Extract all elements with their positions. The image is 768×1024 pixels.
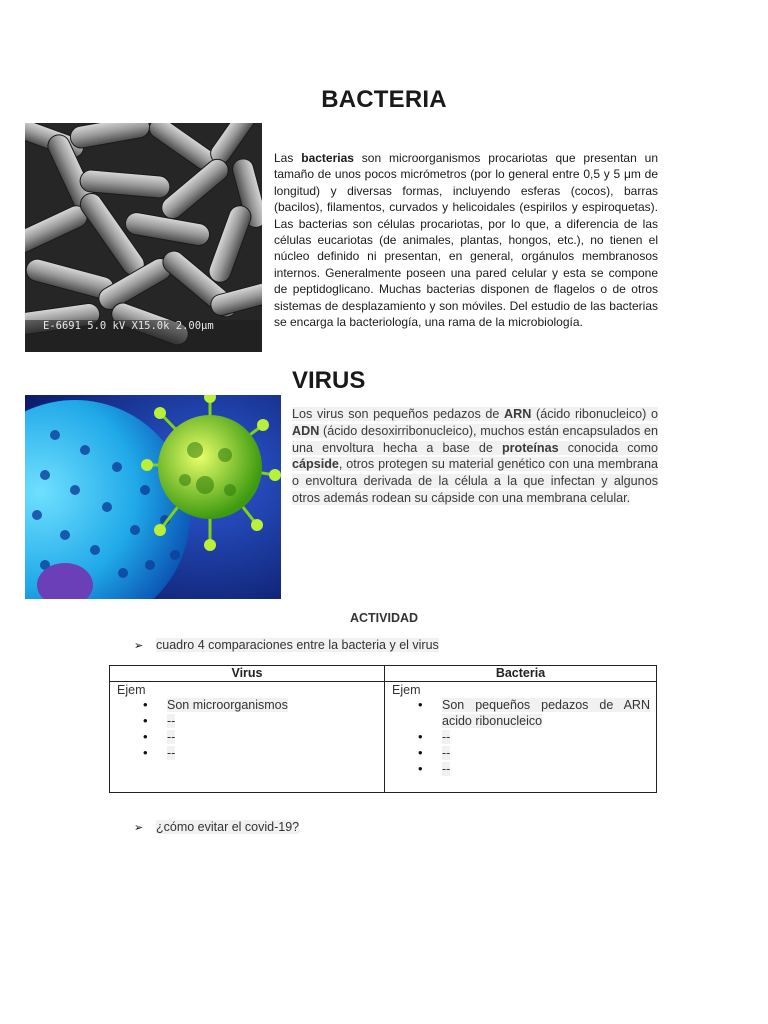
list-item: • -- [140,713,378,729]
list-item: • Son pequeños pedazos de ARN acido ribonucleico [415,697,650,729]
list-item: • -- [415,745,650,761]
list-item: • Son microorganismos [140,697,378,713]
virus-illustration-image [25,395,281,599]
virus-comparison-list [140,697,378,761]
example-label: Ejem [392,683,421,697]
activity-title: ACTIVIDAD [349,611,419,625]
example-label: Ejem [117,683,146,697]
arrow-right-icon: ➢ [134,640,144,652]
activity-question-1: ➢ cuadro 4 comparaciones entre la bacteria y el virus [134,638,439,652]
list-item: • -- [140,729,378,745]
virus-paragraph: Los virus son pequeños pedazos de ARN (ácido ribonucleico) o ADN (ácido desoxirribonucleico), muchos están encapsulados en una envoltura hecha a base de proteínas conocida como cápside, otros protegen su material genético con una membrana o envoltura derivada de la célula a la que infectan y algunos otros además rodean su cápside con una membrana celular. [292,407,658,505]
arrow-right-icon: ➢ [134,822,144,834]
comparison-table [109,665,657,793]
bacteria-title: BACTERIA [321,86,447,113]
list-item: • -- [415,729,650,745]
list-item: • -- [140,745,378,761]
virus-title: VIRUS [292,367,366,394]
micrograph-caption: E-6691 5.0 kV X15.0k 2.00μm [43,320,214,332]
activity-question-2: ➢ ¿cómo evitar el covid-19? [134,820,300,834]
bacteria-comparison-list [415,697,650,777]
bacteria-column-header: Bacteria [385,666,656,682]
virus-column-header: Virus [110,666,384,682]
bacteria-micrograph-image [25,123,262,352]
bacteria-column [385,666,656,792]
bacteria-paragraph: Las bacterias son microorganismos procariotas que presentan un tamaño de unos pocos micrómetros (por lo general entre 0,5 y 5 μm de longitud) y diversas formas, incluyendo esferas (cocos), barras (bacilos), filamentos, curvados y helicoidales (espirilos y espiroquetas). Las bacterias son células procariotas, por lo que, a diferencia de las células eucariotas (de animales, plantas, hongos, etc.), no tienen el núcleo definido ni presentan, en general, orgánulos membranosos internos. Generalmente poseen una pared celular y esta se compone de peptidoglicano. Muchas bacterias disponen de flagelos o de otros sistemas de desplazamiento y son móviles. Del estudio de las bacterias se encarga la bacteriología, una rama de la microbiología. [274,151,658,330]
list-item: • -- [415,761,650,777]
virus-column [110,666,385,792]
